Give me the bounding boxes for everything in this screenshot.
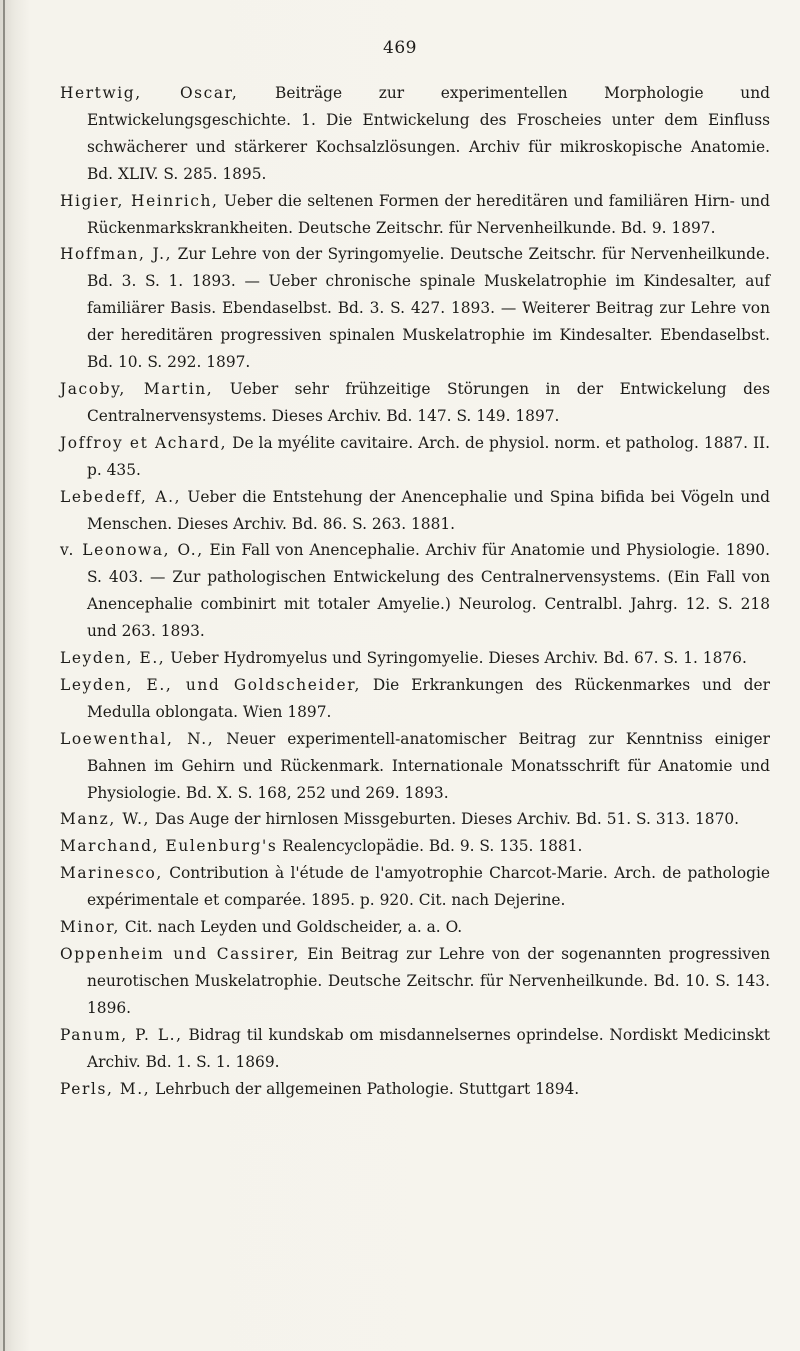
reference-text: Contribution à l'étude de l'amyotrophie Charcot-Marie. Arch. de pathologie expérimentale et comparée. 1895. p. 920. Cit. nach Dejerine. xyxy=(87,864,770,910)
reference-author: Marchand, Eulenburg's xyxy=(60,837,278,856)
reference-author: Marinesco, xyxy=(60,864,163,883)
binding-edge xyxy=(3,0,5,1351)
reference-entry xyxy=(60,914,770,941)
reference-text: Die Erkrankungen des Rückenmarkes und der Medulla oblongata. Wien 1897. xyxy=(87,675,770,721)
reference-author: Lebedeff, A., xyxy=(60,487,182,506)
reference-text: Ein Beitrag zur Lehre von der sogenannten progressiven neurotischen Muskelatrophie. Deutsche Zeitschr. für Nervenheilkunde. Bd. 10. S. 143. 1896. xyxy=(87,945,770,1017)
reference-entry xyxy=(60,430,770,484)
reference-author: Loewenthal, N., xyxy=(60,729,215,748)
reference-author: Higier, Heinrich, xyxy=(60,191,219,210)
reference-author: Leyden, E., xyxy=(60,649,166,668)
reference-author: Leyden, E., und Goldscheider, xyxy=(60,675,361,694)
reference-list xyxy=(60,80,770,1102)
reference-text: De la myélite cavitaire. Arch. de physiol. norm. et patholog. 1887. II. p. 435. xyxy=(87,433,770,479)
reference-entry xyxy=(60,376,770,430)
reference-entry xyxy=(60,1076,770,1103)
reference-entry xyxy=(60,241,770,376)
reference-text: Beiträge zur experimentellen Morphologie und Entwickelungsgeschichte. 1. Die Entwickelung des Froscheies unter dem Einfluss schwächerer und stärkerer Kochsalzlösungen. Archiv für mikroskopische Anatomie. Bd. XLIV. S. 285. 1895. xyxy=(87,84,770,183)
reference-text: Zur Lehre von der Syringomyelie. Deutsche Zeitschr. für Nervenheilkunde. Bd. 3. S. 1. 1893. — Ueber chronische spinale Muskelatrophie im Kindesalter, auf familiärer Basis. Ebendaselbst. Bd. 3. S. 427. 1893. — Weiterer Beitrag zur Lehre von der hereditären progressiven spinalen Muskelatrophie im Kindesalter. Ebendaselbst. Bd. 10. S. 292. 1897. xyxy=(87,245,770,372)
reference-author: Panum, P. L., xyxy=(60,1025,183,1044)
reference-text: Ueber sehr frühzeitige Störungen in der Entwickelung des Centralnervensystems. Dieses Archiv. Bd. 147. S. 149. 1897. xyxy=(87,379,770,425)
reference-author: Perls, M., xyxy=(60,1079,151,1098)
reference-text: Ein Fall von Anencephalie. Archiv für Anatomie und Physiologie. 1890. S. 403. — Zur pathologischen Entwickelung des Centralnervensystems. (Ein Fall von Anencephalie combinirt mit totaler Amyelie.) Neurolog. Centralbl. Jahrg. 12. S. 218 und 263. 1893. xyxy=(87,541,770,641)
reference-entry xyxy=(60,80,770,188)
reference-author: Oppenheim und Cassirer, xyxy=(60,945,300,963)
reference-text: Neuer experimentell-anatomischer Beitrag zur Kenntniss einiger Bahnen im Gehirn und Rückenmark. Internationale Monatsschrift für Anatomie und Physiologie. Bd. X. S. 168, 252 und 269. 1893. xyxy=(87,729,770,802)
reference-entry xyxy=(60,860,770,914)
reference-text: Lehrbuch der allgemeinen Pathologie. Stuttgart 1894. xyxy=(150,1079,580,1098)
reference-author: Hertwig, Oscar, xyxy=(60,84,239,102)
reference-text: Ueber die seltenen Formen der hereditären und familiären Hirn- und Rückenmarkskrankheiten. Deutsche Zeitschr. für Nervenheilkunde. Bd. 9. 1897. xyxy=(87,191,770,237)
reference-text: Realencyclopädie. Bd. 9. S. 135. 1881. xyxy=(277,837,583,856)
reference-entry xyxy=(60,645,770,672)
reference-author: Hoffman, J., xyxy=(60,245,173,264)
reference-text: Ueber die Entstehung der Anencephalie und Spina bifida bei Vögeln und Menschen. Dieses Archiv. Bd. 86. S. 263. 1881. xyxy=(87,487,770,533)
reference-entry xyxy=(60,726,770,807)
reference-entry xyxy=(60,806,770,833)
reference-entry xyxy=(60,833,770,860)
reference-entry xyxy=(60,941,770,1022)
reference-text: Cit. nach Leyden und Goldscheider, a. a. O. xyxy=(120,918,463,937)
reference-text: Ueber Hydromyelus und Syringomyelie. Dieses Archiv. Bd. 67. S. 1. 1876. xyxy=(165,649,747,668)
page-number: 469 xyxy=(383,38,417,58)
reference-author: v. Leonowa, O., xyxy=(60,541,204,560)
reference-entry xyxy=(60,672,770,726)
reference-entry xyxy=(60,188,770,242)
reference-author: Manz, W., xyxy=(60,810,151,829)
reference-author: Jacoby, Martin, xyxy=(60,379,214,398)
reference-text: Das Auge der hirnlosen Missgeburten. Dieses Archiv. Bd. 51. S. 313. 1870. xyxy=(150,810,740,829)
reference-author: Joffroy et Achard, xyxy=(60,433,228,452)
reference-author: Minor, xyxy=(60,918,121,937)
reference-entry xyxy=(60,484,770,538)
reference-entry xyxy=(60,537,770,645)
reference-entry xyxy=(60,1022,770,1076)
reference-text: Bidrag til kundskab om misdannelsernes oprindelse. Nordiskt Medicinskt Archiv. Bd. 1. S. 1. 1869. xyxy=(87,1025,770,1071)
